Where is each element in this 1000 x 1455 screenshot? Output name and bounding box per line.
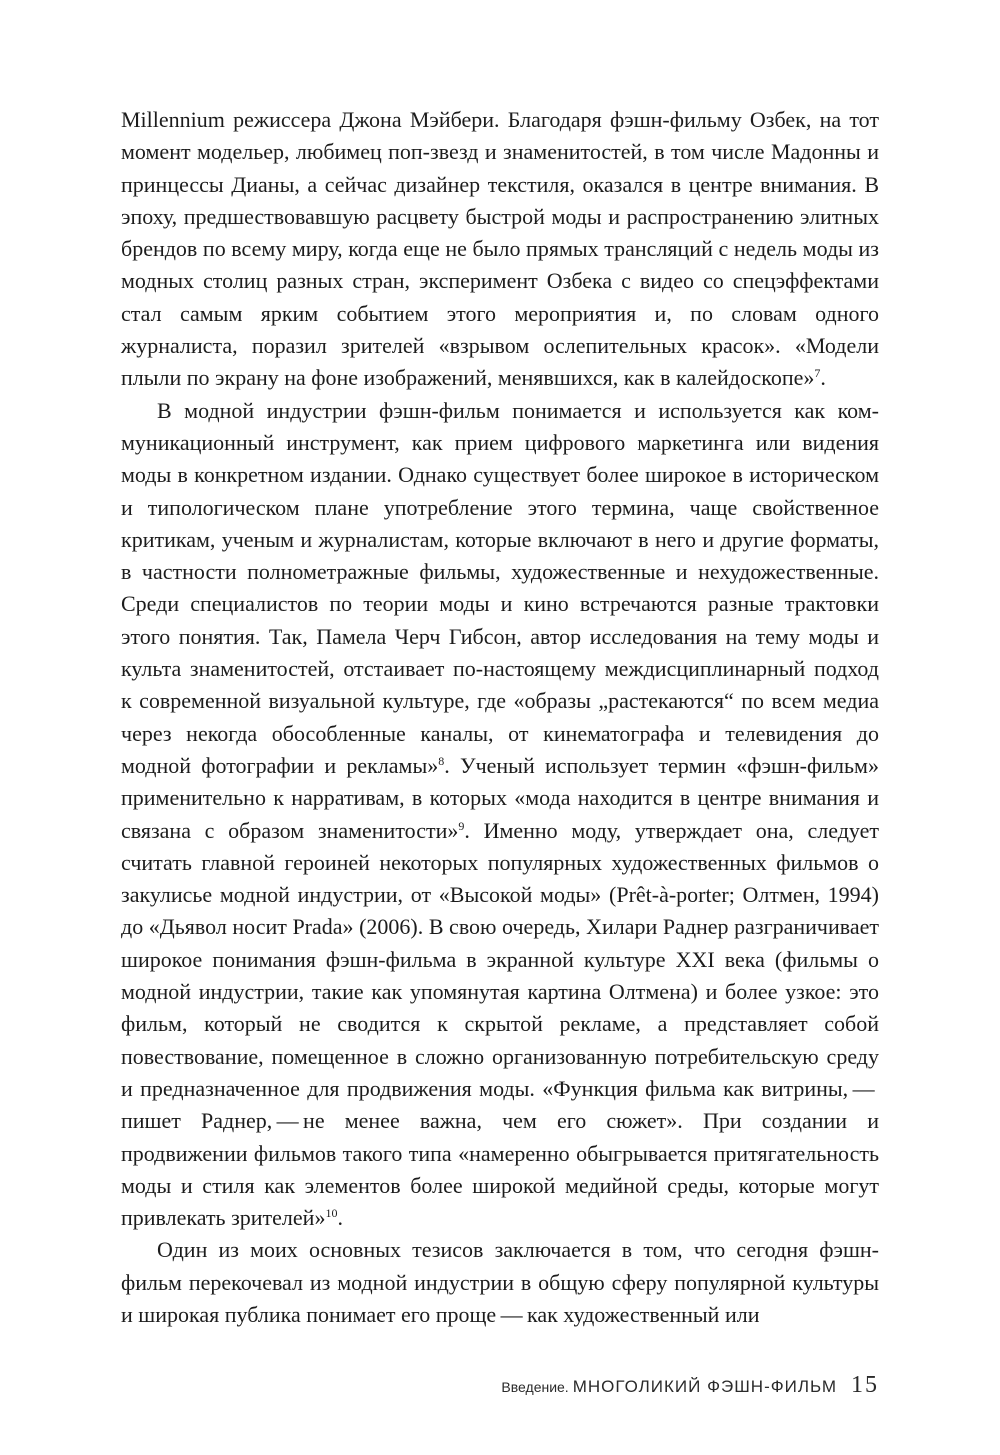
paragraph-1-tail: . — [820, 365, 826, 391]
footnote-ref-7[interactable]: 7 — [814, 366, 821, 381]
paragraph-2-part-3: . Именно моду, утверждает она, следует считать главной героиней некоторых популярных художественных фильмов о закулисье модной индустрии, от «Высокой моды» (Prêt-à-porter; Олтмен, 1994) до «Дьявол носит Prada» (2006). В свою очередь, Хилари Раднер разграничивает широкое понимания фэшн-фильма в экранной культуре XXI века (фильмы о модной индустрии, такие как упомянутая картина Олтмена) и более узкое: это фильм, который не сводится к скрытой рекламе, а представляет собой повествование, помещенное в сложно организованную потребительскую среду и предназначенное для продвижения моды. «Функция фильма как витрины, — пишет Раднер, — не менее важна, чем его сюжет». При создании и продвижении фильмов такого типа «намеренно обыгрывается притягательность моды и стиля как элементов более широкой медийной среды, которые могут привлекать зрителей» — [121, 817, 879, 1231]
paragraph-1-text: Millennium режиссера Джона Мэйбери. Благодаря фэшн-фильму Озбек, на тот момент модельер, любимец поп-звезд и знаменитостей, в том числе Мадонны и принцессы Дианы, а сейчас дизайнер текстиля, оказался в центре внимания. В эпоху, предшествовавшую расцвету быстрой моды и распространению элитных брендов по всему миру, когда еще не было прямых трансляций с недель моды из модных столиц разных стран, эксперимент Озбека с видео со спецэффектами стал самым ярким событием этого мероприятия и, по словам одного журналиста, поразил зрителей «взрывом ослепительных красок». «Модели плыли по экрану на фоне изображений, менявшихся, как в калейдоскопе» — [121, 107, 879, 391]
footnote-ref-9[interactable]: 9 — [458, 818, 465, 833]
paragraph-2-part-2: . Ученый использует термин «фэшн-фильм» применительно к нарративам, в которых «мода находится в центре внимания и связана с образом знаменитости» — [121, 752, 879, 843]
page-number: 15 — [851, 1372, 879, 1398]
page-body — [121, 104, 879, 1331]
footnote-ref-10[interactable]: 10 — [325, 1206, 338, 1221]
paragraph-2 — [121, 395, 879, 1235]
footer-section-label: Введение. — [501, 1379, 569, 1395]
paragraph-2-part-1: В модной индустрии фэшн-фильм понимается и используется как коммуникационный инструмент, как прием цифрового маркетинга или видения моды в конкретном издании. Однако существует более широкое в историческом и типологическом плане употребление этого термина, чаще свойственное критикам, ученым и журналистам, которые включают в него и другие форматы, в частности полнометражные фильмы, художественные и нехудожественные. Среди специалистов по теории моды и кино встречаются разные трактовки этого понятия. Так, Памела Черч Гибсон, автор исследования на тему моды и культа знаменитостей, отстаивает по-настоящему междисциплинарный подход к современной визуальной культуре, где «образы „растекаются“ по всем медиа через некогда обособленные каналы, от кинематографа и телевидения до модной фотографии и рекламы» — [121, 397, 879, 778]
running-footer — [121, 1372, 879, 1399]
footnote-ref-8[interactable]: 8 — [438, 753, 445, 768]
paragraph-2-tail: . — [337, 1205, 343, 1231]
paragraph-1 — [121, 104, 879, 395]
paragraph-3-text: Один из моих основных тезисов заключается в том, что сегодня фэшн-фильм перекочевал из модной индустрии в общую сферу популярной культуры и широкая публика понимает его проще — как художественный или — [121, 1237, 879, 1327]
footer-chapter-title: МНОГОЛИКИЙ ФЭШН-ФИЛЬМ — [572, 1377, 837, 1396]
paragraph-3 — [121, 1234, 879, 1331]
